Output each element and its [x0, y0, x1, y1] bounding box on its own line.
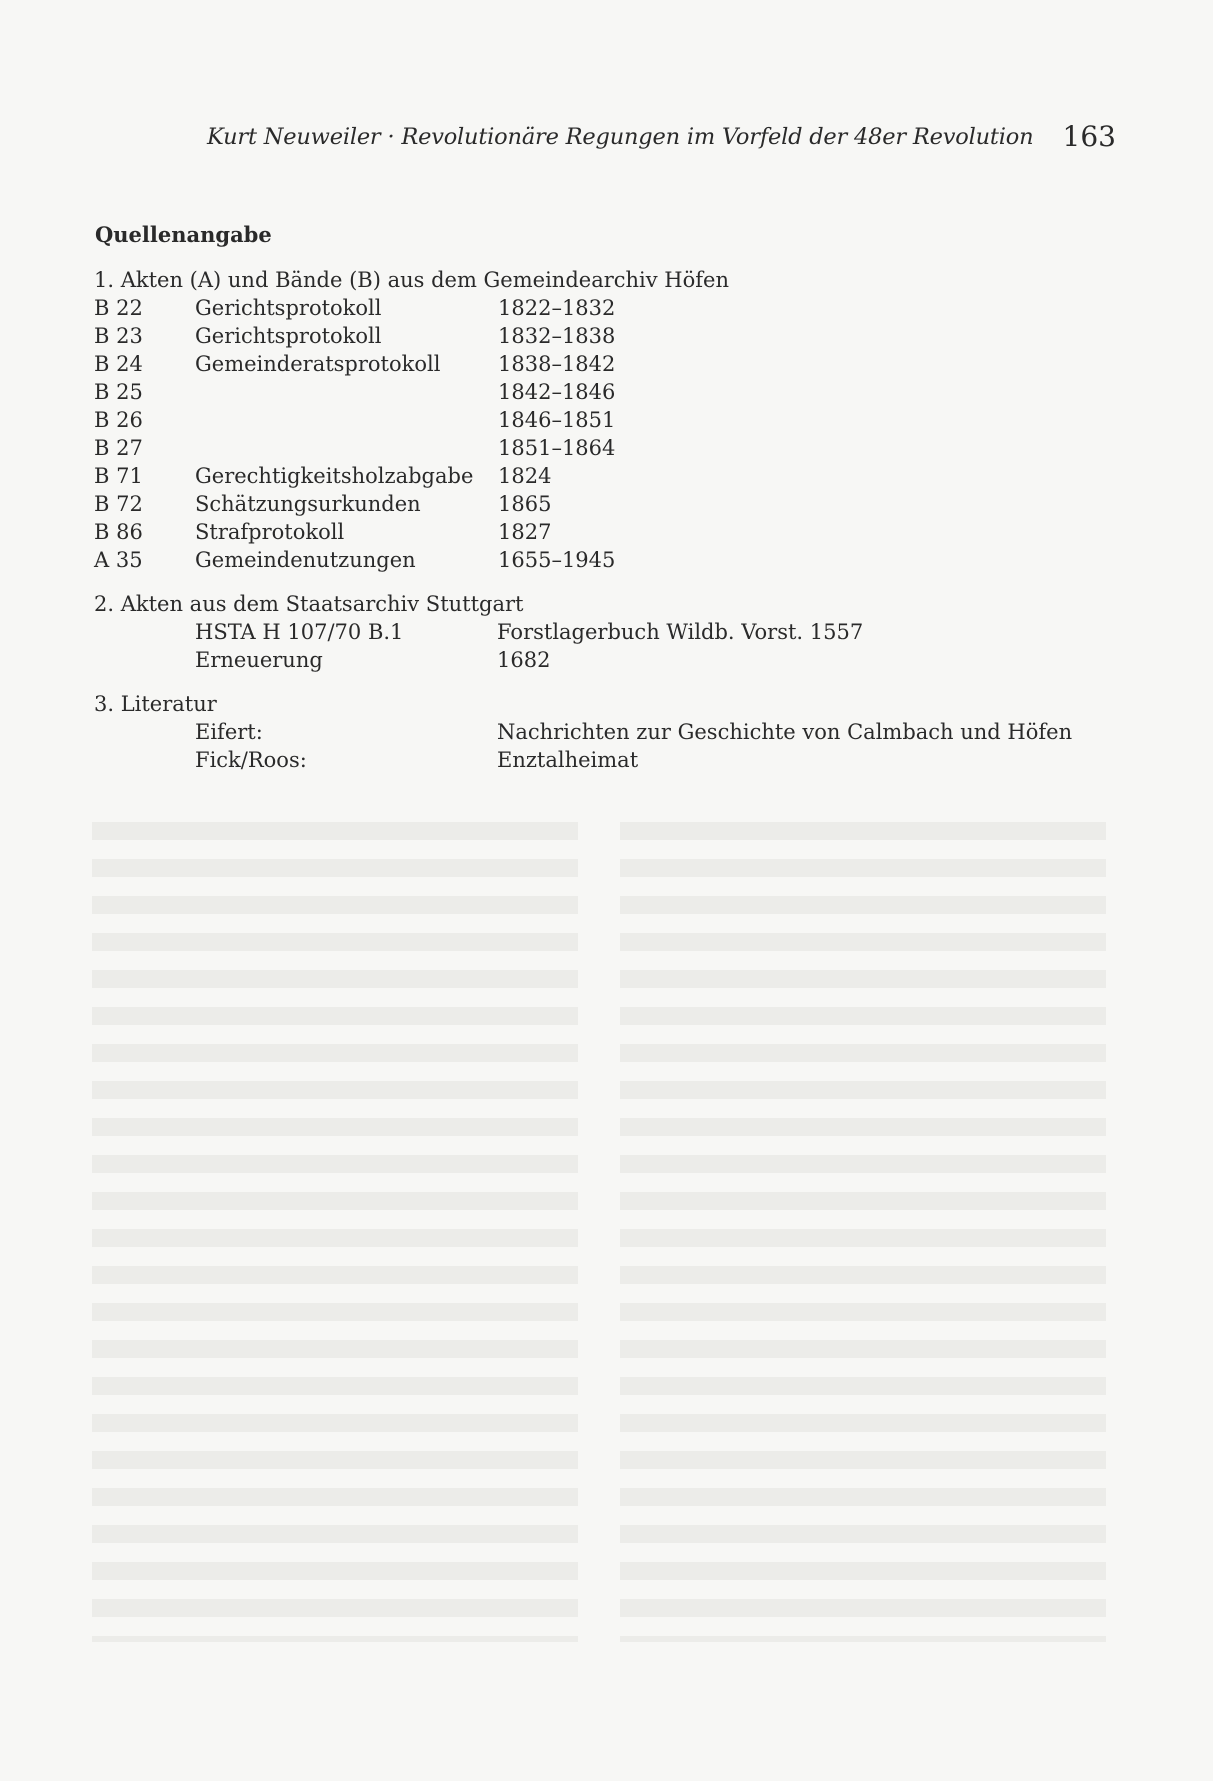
list-item — [94, 462, 794, 490]
archive-years: 1655–1945 — [498, 548, 616, 572]
archive-years: 1824 — [498, 464, 552, 488]
list-item — [94, 618, 994, 646]
literature-work: Nachrichten zur Geschichte von Calmbach und Höfen — [497, 720, 1073, 744]
literature-author: Eifert: — [195, 720, 263, 744]
archive-years: 1832–1838 — [498, 324, 616, 348]
archive-reference: HSTA H 107/70 B.1 — [195, 620, 404, 644]
archive-description: Forstlagerbuch Wildb. Vorst. 1557 — [497, 620, 864, 644]
archive-years: 1846–1851 — [498, 408, 616, 432]
running-title: Kurt Neuweiler · Revolutionäre Regungen im Vorfeld der 48er Revolution — [207, 124, 1034, 150]
archive-years: 1827 — [498, 520, 552, 544]
archive-title: Strafprotokoll — [195, 520, 345, 544]
list-item — [94, 490, 794, 518]
list-item — [94, 378, 794, 406]
section-2-title: 2. Akten aus dem Staatsarchiv Stuttgart — [94, 592, 524, 616]
archive-id: B 86 — [94, 520, 143, 544]
archive-id: B 23 — [94, 324, 143, 348]
archive-title: Gerechtigkeitsholzabgabe — [195, 464, 474, 488]
sources-heading: Quellenangabe — [95, 222, 272, 247]
section-1-title: 1. Akten (A) und Bände (B) aus dem Gemeindearchiv Höfen — [94, 268, 729, 292]
archive-title: Gerichtsprotokoll — [195, 296, 382, 320]
archive-years: 1851–1864 — [498, 436, 616, 460]
section-3-title: 3. Literatur — [94, 692, 217, 716]
archive-years: 1842–1846 — [498, 380, 616, 404]
archive-id: B 72 — [94, 492, 143, 516]
archive-id: B 27 — [94, 436, 143, 460]
running-header — [200, 120, 1120, 160]
archive-title: Schätzungsurkunden — [195, 492, 421, 516]
show-through-text-right — [620, 822, 1106, 1642]
list-item — [94, 294, 794, 322]
archive-title: Gemeindenutzungen — [195, 548, 416, 572]
archive-title: Gerichtsprotokoll — [195, 324, 382, 348]
archive-id: A 35 — [94, 548, 143, 572]
archive-id: B 71 — [94, 464, 143, 488]
list-item — [94, 718, 1074, 746]
archive-description: 1682 — [497, 648, 551, 672]
literature-work: Enztalheimat — [497, 748, 639, 772]
archive-id: B 22 — [94, 296, 143, 320]
list-item — [94, 434, 794, 462]
list-item — [94, 746, 1074, 774]
archive-years: 1838–1842 — [498, 352, 616, 376]
list-item — [94, 646, 994, 674]
list-item — [94, 546, 794, 574]
archive-years: 1865 — [498, 492, 552, 516]
list-item — [94, 322, 794, 350]
archive-years: 1822–1832 — [498, 296, 616, 320]
list-item — [94, 406, 794, 434]
list-item — [94, 518, 794, 546]
page-number: 163 — [1062, 120, 1116, 153]
archive-id: B 25 — [94, 380, 143, 404]
archive-reference: Erneuerung — [195, 648, 323, 672]
list-item — [94, 350, 794, 378]
archive-title: Gemeinderatsprotokoll — [195, 352, 441, 376]
archive-id: B 26 — [94, 408, 143, 432]
archive-id: B 24 — [94, 352, 143, 376]
literature-author: Fick/Roos: — [195, 748, 307, 772]
show-through-text-left — [92, 822, 578, 1642]
